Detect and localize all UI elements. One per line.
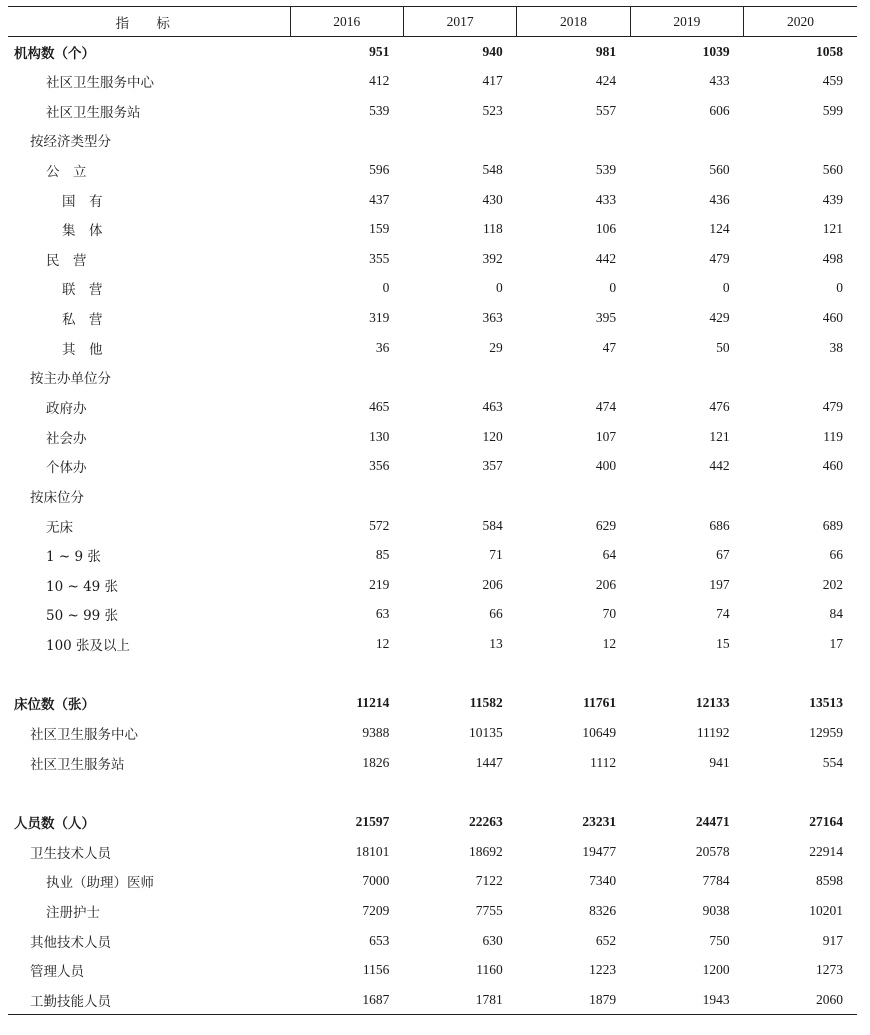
cell-value: 10649: [582, 725, 617, 741]
row-label: 按床位分: [30, 489, 84, 506]
table-row: [8, 748, 857, 778]
cell-value: 11761: [583, 695, 617, 711]
row-label: 注册护士: [46, 904, 100, 921]
cell-value: 23231: [582, 813, 617, 829]
table-row: [8, 896, 857, 926]
cell-value: 11214: [356, 695, 390, 711]
cell-value: 17: [829, 636, 843, 652]
cell-value: 0: [722, 280, 730, 296]
cell-value: 159: [369, 221, 390, 237]
row-label: 无床: [46, 519, 73, 536]
cell-value: 13: [489, 636, 503, 652]
cell-value: 479: [822, 399, 843, 414]
cell-value: 686: [709, 517, 730, 533]
cell-value: 599: [822, 102, 843, 118]
cell-value: 917: [822, 932, 843, 948]
cell-value: 1447: [475, 754, 503, 770]
cell-value: [630, 778, 743, 808]
cell-value: 47: [602, 339, 617, 355]
cell-value: 85: [375, 547, 390, 563]
row-label: 民 营: [46, 252, 87, 269]
cell-value: 11192: [696, 725, 730, 741]
cell-value: 951: [369, 43, 390, 59]
table-row: [8, 333, 857, 363]
cell-value: [403, 125, 516, 155]
cell-value: 84: [829, 606, 843, 622]
cell-value: 7784: [702, 873, 730, 889]
cell-value: 1273: [816, 962, 843, 978]
cell-value: 463: [482, 399, 503, 414]
cell-value: 15: [716, 636, 730, 652]
cell-value: 539: [369, 102, 390, 118]
cell-value: 442: [709, 458, 730, 474]
cell-value: 474: [595, 399, 617, 414]
cell-value: 107: [595, 428, 617, 444]
row-label: 国 有: [62, 193, 103, 210]
cell-value: 206: [482, 576, 503, 592]
table-row: [8, 778, 857, 808]
cell-value: 121: [822, 221, 843, 237]
cell-value: [630, 363, 743, 393]
row-label: 管理人员: [30, 964, 84, 981]
row-label: 按主办单位分: [30, 371, 111, 388]
cell-value: 21597: [355, 813, 390, 829]
table-row: [8, 689, 857, 719]
table-row: [8, 37, 857, 67]
cell-value: 429: [709, 310, 730, 326]
cell-value: 433: [595, 191, 617, 207]
table-row: [8, 363, 857, 393]
cell-value: [744, 481, 857, 511]
cell-value: 430: [482, 191, 503, 207]
cell-value: 120: [482, 428, 503, 444]
cell-value: 424: [595, 72, 617, 88]
cell-value: 18101: [355, 843, 390, 859]
cell-value: 1160: [476, 962, 503, 978]
cell-value: 630: [482, 932, 503, 948]
table-body: [8, 37, 857, 1015]
cell-value: 67: [716, 547, 730, 563]
cell-value: 498: [822, 250, 843, 266]
cell-value: 38: [829, 339, 843, 355]
cell-value: 981: [595, 43, 617, 59]
cell-value: [403, 778, 516, 808]
cell-value: 0: [609, 280, 617, 296]
cell-value: 1058: [816, 43, 843, 59]
cell-value: 479: [709, 250, 730, 266]
cell-value: 400: [595, 458, 617, 474]
cell-value: 412: [369, 72, 390, 88]
cell-value: 436: [709, 191, 730, 207]
cell-value: 50: [716, 339, 730, 355]
table-row: [8, 422, 857, 452]
cell-value: 1156: [362, 962, 390, 978]
cell-value: 417: [482, 72, 503, 88]
cell-value: 1687: [290, 985, 403, 1015]
cell-value: [403, 481, 516, 511]
table-row: [8, 185, 857, 215]
cell-value: 70: [602, 606, 617, 622]
cell-value: 12959: [809, 725, 843, 741]
cell-value: [517, 659, 630, 689]
cell-value: [630, 125, 743, 155]
row-label: 社区卫生服务中心: [30, 727, 138, 744]
cell-value: 8326: [589, 902, 617, 918]
cell-value: 11582: [469, 695, 503, 711]
cell-value: 7340: [589, 873, 617, 889]
table-row: [8, 155, 857, 185]
cell-value: 560: [709, 161, 730, 177]
row-label: 100 张及以上: [46, 638, 131, 655]
cell-value: 71: [489, 547, 503, 563]
cell-value: 1826: [362, 754, 390, 770]
cell-value: 465: [369, 399, 390, 414]
row-label: 人员数（人）: [14, 815, 95, 832]
cell-value: 319: [369, 310, 390, 326]
cell-value: 1781: [403, 985, 516, 1015]
row-label: 10 ~ 49 张: [46, 578, 119, 595]
cell-value: 460: [822, 458, 843, 474]
table-row: [8, 66, 857, 96]
cell-value: 18692: [469, 843, 503, 859]
cell-value: 206: [595, 576, 617, 592]
cell-value: 10135: [469, 725, 503, 741]
cell-value: 460: [822, 310, 843, 326]
cell-value: 19477: [582, 843, 617, 859]
cell-value: [290, 778, 403, 808]
cell-value: 119: [823, 428, 843, 444]
cell-value: 356: [369, 458, 390, 474]
cell-value: 1112: [590, 754, 617, 770]
cell-value: 22914: [809, 843, 843, 859]
table-row: [8, 718, 857, 748]
statistics-table: [8, 6, 857, 1015]
table-row: [8, 600, 857, 630]
cell-value: [290, 125, 403, 155]
cell-value: 1223: [589, 962, 617, 978]
cell-value: 941: [709, 754, 730, 770]
cell-value: 1879: [517, 985, 630, 1015]
cell-value: 63: [375, 606, 390, 622]
cell-value: 219: [369, 576, 390, 592]
year-column-header: 2017: [403, 7, 516, 37]
cell-value: 9038: [702, 902, 730, 918]
table-row: [8, 451, 857, 481]
cell-value: 12: [375, 636, 390, 652]
row-label: 社会办: [46, 430, 87, 447]
cell-value: 539: [595, 161, 617, 177]
cell-value: 12: [602, 636, 617, 652]
cell-value: 22263: [469, 813, 503, 829]
table-row: [8, 392, 857, 422]
year-column-header: 2018: [517, 7, 630, 37]
cell-value: 197: [709, 576, 730, 592]
cell-value: [517, 778, 630, 808]
table-row: [8, 125, 857, 155]
row-label: 个体办: [46, 460, 87, 477]
cell-value: [517, 481, 630, 511]
cell-value: 24471: [695, 813, 730, 829]
cell-value: 355: [369, 250, 390, 266]
cell-value: 940: [482, 43, 503, 59]
cell-value: 8598: [816, 873, 843, 889]
table-row: [8, 511, 857, 541]
cell-value: 74: [716, 606, 730, 622]
cell-value: 395: [595, 310, 617, 326]
table-row: [8, 629, 857, 659]
cell-value: 572: [369, 517, 390, 533]
row-label: 社区卫生服务站: [30, 756, 125, 773]
table-row: [8, 214, 857, 244]
row-label: [8, 659, 290, 689]
cell-value: [630, 659, 743, 689]
cell-value: [744, 125, 857, 155]
cell-value: 7000: [362, 873, 390, 889]
cell-value: 584: [482, 517, 503, 533]
cell-value: 0: [836, 280, 843, 296]
row-label: 工勤技能人员: [8, 985, 290, 1015]
cell-value: 357: [482, 458, 503, 474]
cell-value: [290, 659, 403, 689]
table-row: [8, 926, 857, 956]
cell-value: 7122: [475, 873, 503, 889]
row-label: 卫生技术人员: [30, 845, 111, 862]
cell-value: 596: [369, 161, 390, 177]
cell-value: 476: [709, 399, 730, 414]
indicator-column-header: 指 标: [8, 7, 290, 37]
row-label: 集 体: [62, 223, 103, 240]
cell-value: 392: [482, 250, 503, 266]
cell-value: [403, 659, 516, 689]
cell-value: 560: [822, 161, 843, 177]
row-label: 机构数（个）: [14, 45, 95, 62]
cell-value: 13513: [809, 695, 843, 711]
row-label: [8, 778, 290, 808]
cell-value: [290, 481, 403, 511]
table-row: [8, 659, 857, 689]
cell-value: 557: [595, 102, 617, 118]
cell-value: 548: [482, 161, 503, 177]
cell-value: [744, 778, 857, 808]
row-label: 社区卫生服务站: [46, 104, 141, 121]
table-header-row: [8, 7, 857, 37]
row-label: 社区卫生服务中心: [46, 74, 154, 91]
cell-value: 0: [382, 280, 390, 296]
row-label: 其 他: [62, 341, 103, 358]
row-label: 联 营: [62, 282, 103, 299]
cell-value: 27164: [809, 813, 843, 829]
table-row: [8, 866, 857, 896]
cell-value: 121: [709, 428, 730, 444]
row-label: 其他技术人员: [30, 934, 111, 951]
table-row: [8, 244, 857, 274]
row-label: 政府办: [46, 401, 87, 417]
table-row: [8, 303, 857, 333]
cell-value: 7755: [475, 902, 503, 918]
cell-value: [403, 363, 516, 393]
table-row: [8, 837, 857, 867]
cell-value: 652: [595, 932, 617, 948]
cell-value: 202: [822, 576, 843, 592]
cell-value: [517, 363, 630, 393]
cell-value: 554: [822, 754, 843, 770]
cell-value: [744, 659, 857, 689]
table-row: [8, 540, 857, 570]
cell-value: 0: [496, 280, 503, 296]
row-label: 执业（助理）医师: [46, 875, 154, 892]
cell-value: 130: [369, 428, 390, 444]
year-column-header: 2016: [290, 7, 403, 37]
cell-value: 106: [595, 221, 617, 237]
cell-value: 363: [482, 310, 503, 326]
cell-value: 29: [489, 339, 503, 355]
cell-value: 433: [709, 72, 730, 88]
cell-value: 12133: [695, 695, 730, 711]
table-row: [8, 96, 857, 126]
table-row: [8, 570, 857, 600]
cell-value: 442: [595, 250, 617, 266]
row-label: 私 营: [62, 312, 103, 329]
cell-value: 20578: [695, 843, 730, 859]
year-column-header: 2020: [744, 7, 857, 37]
cell-value: 459: [822, 72, 843, 88]
cell-value: 1200: [702, 962, 730, 978]
cell-value: 66: [489, 606, 503, 622]
cell-value: 9388: [362, 725, 390, 741]
cell-value: 64: [602, 547, 617, 563]
cell-value: 66: [829, 547, 843, 563]
table-row: [8, 481, 857, 511]
cell-value: [744, 363, 857, 393]
cell-value: [290, 363, 403, 393]
table-row: [8, 807, 857, 837]
row-label: 床位数（张）: [14, 697, 95, 714]
cell-value: [630, 481, 743, 511]
cell-value: 653: [369, 932, 390, 948]
row-label: 公 立: [46, 163, 87, 180]
cell-value: 523: [482, 102, 503, 118]
cell-value: 606: [709, 102, 730, 118]
cell-value: 750: [709, 932, 730, 948]
cell-value: 7209: [362, 902, 390, 918]
cell-value: 437: [369, 191, 390, 207]
row-label: 50 ~ 99 张: [46, 608, 119, 625]
cell-value: 629: [595, 517, 617, 533]
cell-value: 36: [375, 339, 390, 355]
cell-value: 1039: [702, 43, 730, 59]
cell-value: 439: [822, 191, 843, 207]
cell-value: 1943: [630, 985, 743, 1015]
cell-value: 118: [483, 221, 503, 237]
cell-value: 2060: [744, 985, 857, 1015]
cell-value: 10201: [809, 902, 843, 918]
table-row: [8, 955, 857, 985]
row-label: 按经济类型分: [30, 134, 111, 151]
cell-value: 124: [709, 221, 730, 237]
year-column-header: 2019: [630, 7, 743, 37]
cell-value: [517, 125, 630, 155]
row-label: 1 ~ 9 张: [46, 549, 101, 566]
table-row: [8, 985, 857, 1015]
table-row: [8, 274, 857, 304]
cell-value: 689: [822, 517, 843, 533]
